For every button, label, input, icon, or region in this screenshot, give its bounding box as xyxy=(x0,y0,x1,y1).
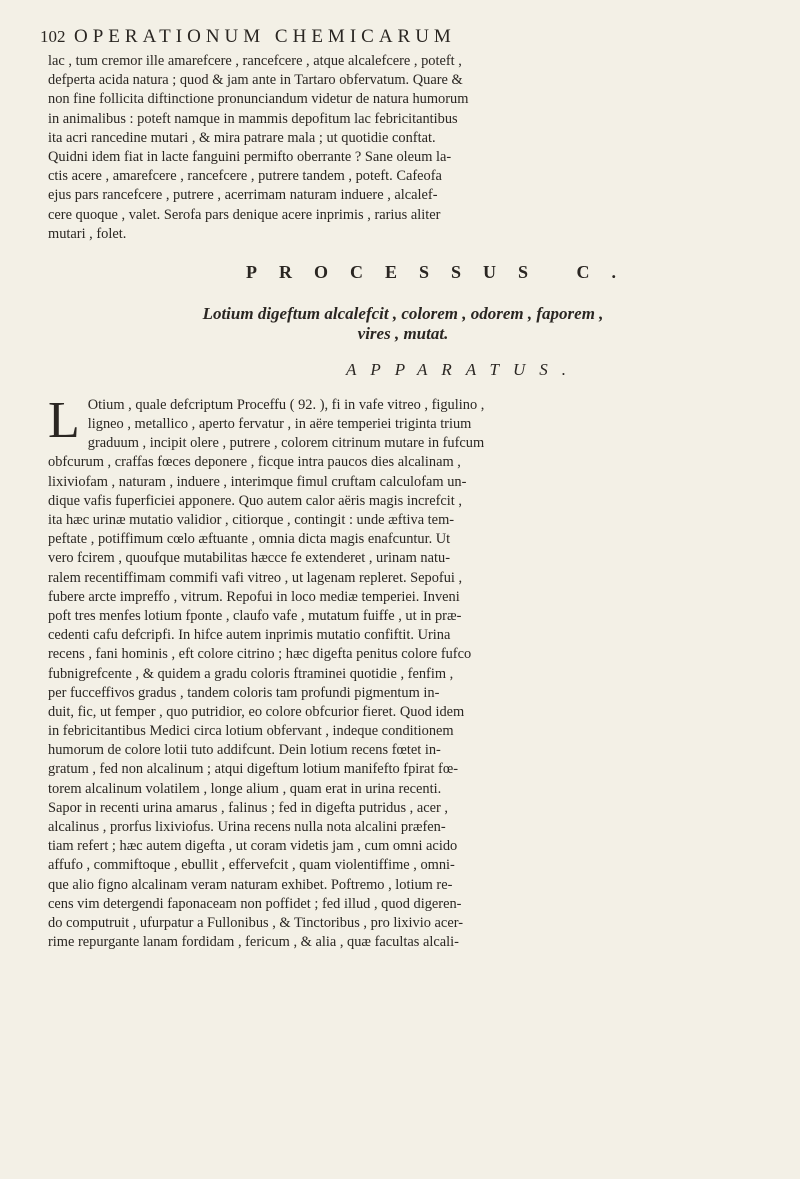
text-line: per fucceffivos gradus , tandem coloris tam profundi pigmentum in- xyxy=(48,684,440,701)
text-line: cens vim detergendi faponaceam non poffidet ; fed illud , quod digeren- xyxy=(48,895,462,912)
text-line: poft tres menfes lotium fponte , claufo vafe , mutatum fuiffe , ut in præ- xyxy=(48,607,462,624)
text-line: ctis acere , amarefcere , rancefcere , putrere tandem , poteft. Cafeofa xyxy=(48,168,442,185)
text-line: fubnigrefcente , & quidem a gradu coloris ftraminei quotidie , fenfim , xyxy=(48,665,454,682)
text-line: tiam refert ; hæc autem digefta , ut coram videtis jam , cum omni acido xyxy=(48,838,458,855)
text-line: defperta acida natura ; quod & jam ante in Tartaro obfervatum. Quare & xyxy=(48,72,463,89)
text-line: Quidni idem fiat in lacte fanguini permifto oberrante ? Sane oleum la- xyxy=(48,148,452,165)
text-line: que alio figno alcalinam veram naturam exhibet. Poftremo , lotium re- xyxy=(48,876,453,893)
text-line: peftate , potiffimum cœlo æftuante , omnia dicta magis enafcuntur. Ut xyxy=(48,531,451,548)
intro-paragraph xyxy=(48,52,758,244)
text-line: cedenti cafu defcripfi. In hifce autem inprimis mutatio confiftit. Urina xyxy=(48,627,451,644)
text-line: ita acri rancedine mutari , & mira patrare mala ; ut quotidie conftat. xyxy=(48,129,436,146)
text-line: torem alcalinum volatilem , longe alium , quam erat in urina recenti. xyxy=(48,780,442,797)
text-line: dique vafis fuperficiei apponere. Quo autem calor aëris magis increfcit , xyxy=(48,492,462,509)
text-line: mutari , folet. xyxy=(48,225,127,242)
text-line: lac , tum cremor ille amarefcere , rancefcere , atque alcalefcere , poteft , xyxy=(48,53,462,69)
process-caption xyxy=(48,304,758,344)
text-line: cere quoque , valet. Serofa pars denique acere inprimis , rarius aliter xyxy=(48,206,441,223)
text-line: recens , fani hominis , eft colore citrino ; hæc digefta penitus colore fufco xyxy=(48,646,472,663)
apparatus-heading: APPARATUS. xyxy=(346,359,580,379)
text-line: ligneo , metallico , aperto fervatur , in aëre temperiei triginta trium xyxy=(87,416,472,433)
text-line: rime repurgante lanam fordidam , fericum , & alia , quæ facultas alcali- xyxy=(48,934,459,951)
caption-line: Lotium digeftum alcalefcit , colorem , odorem , faporem , xyxy=(202,303,604,323)
text-line: affufo , commiftoque , ebullit , effervefcit , quam violentiffime , omni- xyxy=(48,857,455,874)
running-head xyxy=(40,26,758,52)
text-line: humorum de colore lotii tuto addifcunt. Dein lotium recens fœtet in- xyxy=(48,742,441,759)
text-line: Otium , quale defcriptum Proceffu ( 92. ), fi in vafe vitreo , figulino , xyxy=(87,396,485,413)
text-line: graduum , incipit olere , putrere , colorem citrinum mutare in fufcum xyxy=(87,435,485,452)
section-heading: PROCESSUS C. xyxy=(245,261,639,282)
text-line: non fine follicita diftinctione pronunciandum videtur de natura humorum xyxy=(48,91,469,108)
text-line: do computruit , ufurpatur a Fullonibus , & Tinctoribus , pro lixivio acer- xyxy=(48,914,464,931)
caption-line: vires , mutat. xyxy=(357,323,449,343)
text-line: ita hæc urinæ mutatio validior , citiorque , contingit : unde æftiva tem- xyxy=(48,512,455,528)
text-line: vero fcirem , quoufque mutabilitas hæcce fe extenderet , urinam natu- xyxy=(48,550,450,567)
text-line: gratum , fed non alcalinum ; atqui digeftum lotium manifefto fpirat fœ- xyxy=(48,761,459,778)
text-line: ejus pars rancefcere , putrere , acerrimam naturam induere , alcalef- xyxy=(48,187,438,204)
text-line: lixiviofam , naturam , induere , interimque fimul cruftam calculofam un- xyxy=(48,473,467,490)
text-line: ralem recentiffimam commifi vafi vitreo , ut lagenam repleret. Sepofui , xyxy=(48,569,463,586)
text-line: Sapor in recenti urina amarus , falinus ; fed in digefta putridus , acer , xyxy=(48,799,449,816)
text-line: alcalinus , prorfus lixiviofus. Urina recens nulla nota alcalini præfen- xyxy=(48,819,446,835)
text-line: in animalibus : poteft namque in mammis depofitum lac febricitantibus xyxy=(48,110,458,127)
page-number: 102 xyxy=(40,27,66,46)
text-line: in febricitantibus Medici circa lotium obfervant , indeque conditionem xyxy=(48,723,454,740)
text-line: obfcurum , craffas fœces deponere , ficque intra paucos dies alcalinam , xyxy=(48,454,461,471)
text-line: fubere arcte impreffo , vitrum. Repofui in loco mediæ temperiei. Inveni xyxy=(48,588,460,605)
body-paragraph xyxy=(48,391,758,952)
running-title: OPERATIONUM CHEMICARUM xyxy=(74,26,456,47)
text-line: duit, fic, ut femper , quo putridior, eo colore obfcurior fieret. Quod idem xyxy=(48,703,465,720)
drop-cap: L xyxy=(48,391,80,449)
